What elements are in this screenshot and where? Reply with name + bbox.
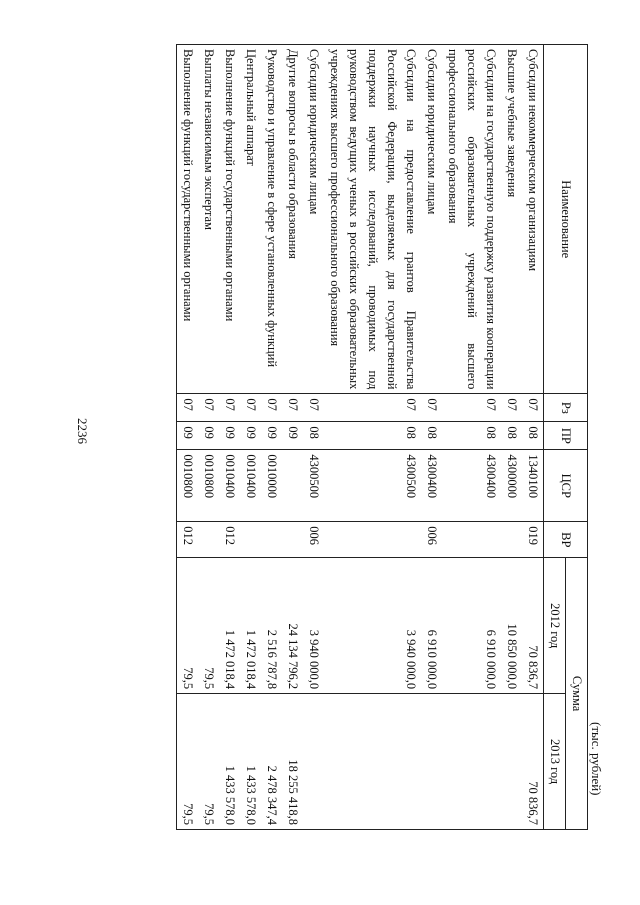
table-row [303,45,324,830]
table-row [421,45,442,830]
header-vr: ВР [544,522,588,558]
header-2012: 2012 год [544,558,566,694]
cell-rz: 07 [324,394,421,422]
cell-name: Выполнение функций государственными органами [177,45,199,394]
cell-rz: 07 [421,394,442,422]
cell-y2013 [501,694,522,830]
budget-table [176,44,588,830]
cell-y2012: 24 134 796,2 [282,558,303,694]
cell-pr: 08 [303,422,324,450]
cell-y2012: 1 472 018,4 [219,558,240,694]
cell-y2013: 79,5 [198,694,219,830]
cell-vr [442,522,501,558]
cell-pr: 09 [177,422,199,450]
cell-pr: 09 [261,422,282,450]
cell-rz: 07 [282,394,303,422]
cell-vr: 006 [421,522,442,558]
cell-vr [282,522,303,558]
cell-csr: 0010400 [219,450,240,522]
cell-name: Субсидии юридическим лицам [303,45,324,394]
header-sum: Сумма [566,558,588,830]
page-number: 2236 [75,418,90,444]
cell-vr [501,522,522,558]
cell-y2012: 6 910 000,0 [421,558,442,694]
header-pr: ПР [544,422,588,450]
cell-y2012: 2 516 787,8 [261,558,282,694]
cell-csr: 4300400 [442,450,501,522]
cell-y2012: 6 910 000,0 [442,558,501,694]
cell-csr: 1340100 [522,450,544,522]
cell-y2012: 79,5 [177,558,199,694]
table-row [522,45,544,830]
table-row [240,45,261,830]
cell-y2012: 70 836,7 [522,558,544,694]
cell-vr [261,522,282,558]
table-row [442,45,501,830]
cell-y2012: 3 940 000,0 [303,558,324,694]
table-row [324,45,421,830]
cell-name: Руководство и управление в сфере установленных функций [261,45,282,394]
cell-y2012: 10 850 000,0 [501,558,522,694]
cell-vr: 012 [219,522,240,558]
cell-vr: 012 [177,522,199,558]
table-row [198,45,219,830]
cell-csr: 4300400 [421,450,442,522]
cell-csr: 0010800 [177,450,199,522]
cell-rz: 07 [303,394,324,422]
cell-pr: 09 [240,422,261,450]
cell-pr: 09 [282,422,303,450]
table-row [219,45,240,830]
header-rz: Рз [544,394,588,422]
cell-y2013: 1 433 578,0 [240,694,261,830]
cell-csr [282,450,303,522]
cell-pr: 09 [219,422,240,450]
cell-pr: 08 [522,422,544,450]
cell-rz: 07 [261,394,282,422]
cell-name: Выполнение функций государственными органами [219,45,240,394]
cell-pr: 08 [324,422,421,450]
cell-csr: 0010800 [198,450,219,522]
cell-name: Высшие учебные заведения [501,45,522,394]
cell-name: Субсидии некоммерческим организациям [522,45,544,394]
cell-vr [240,522,261,558]
cell-y2013: 1 433 578,0 [219,694,240,830]
header-2013: 2013 год [544,694,566,830]
cell-rz: 07 [501,394,522,422]
cell-y2013: 18 255 418,8 [282,694,303,830]
cell-pr: 09 [198,422,219,450]
cell-vr: 019 [522,522,544,558]
cell-name: Субсидии на предоставление грантов Правительства Российской Федерации, выделяемых для государственной поддержки научных исследований, проводимых под руководством ведущих ученых в российских образовательных учреждениях высшего профессионального образования [324,45,421,394]
cell-rz: 07 [442,394,501,422]
unit-note: (тыс. рублей) [589,722,604,796]
cell-y2012: 1 472 018,4 [240,558,261,694]
cell-y2013 [442,694,501,830]
cell-rz: 07 [522,394,544,422]
header-csr: ЦСР [544,450,588,522]
cell-y2013: 70 836,7 [522,694,544,830]
cell-y2013: 2 478 347,4 [261,694,282,830]
table-row [501,45,522,830]
cell-name: Субсидии на государственную поддержку развития кооперации российских образовательных учреждений высшего профессионального образования [442,45,501,394]
cell-name: Другие вопросы в области образования [282,45,303,394]
cell-y2013 [324,694,421,830]
cell-rz: 07 [198,394,219,422]
cell-csr: 4300000 [501,450,522,522]
cell-csr: 4300500 [324,450,421,522]
table-row [282,45,303,830]
cell-csr: 0010400 [240,450,261,522]
cell-pr: 08 [442,422,501,450]
table-row [177,45,199,830]
cell-y2013 [303,694,324,830]
cell-y2012: 79,5 [198,558,219,694]
cell-vr: 006 [303,522,324,558]
cell-csr: 4300500 [303,450,324,522]
cell-name: Субсидии юридическим лицам [421,45,442,394]
cell-pr: 08 [501,422,522,450]
header-name: Наименование [544,45,588,394]
cell-csr: 0010000 [261,450,282,522]
cell-name: Центральный аппарат [240,45,261,394]
cell-y2013 [421,694,442,830]
cell-vr [324,522,421,558]
cell-rz: 07 [219,394,240,422]
cell-y2012: 3 940 000,0 [324,558,421,694]
cell-y2013: 79,5 [177,694,199,830]
table-row [261,45,282,830]
table-body [177,45,544,830]
cell-rz: 07 [240,394,261,422]
cell-pr: 08 [421,422,442,450]
cell-name: Выплаты независимым экспертам [198,45,219,394]
cell-vr [198,522,219,558]
cell-rz: 07 [177,394,199,422]
